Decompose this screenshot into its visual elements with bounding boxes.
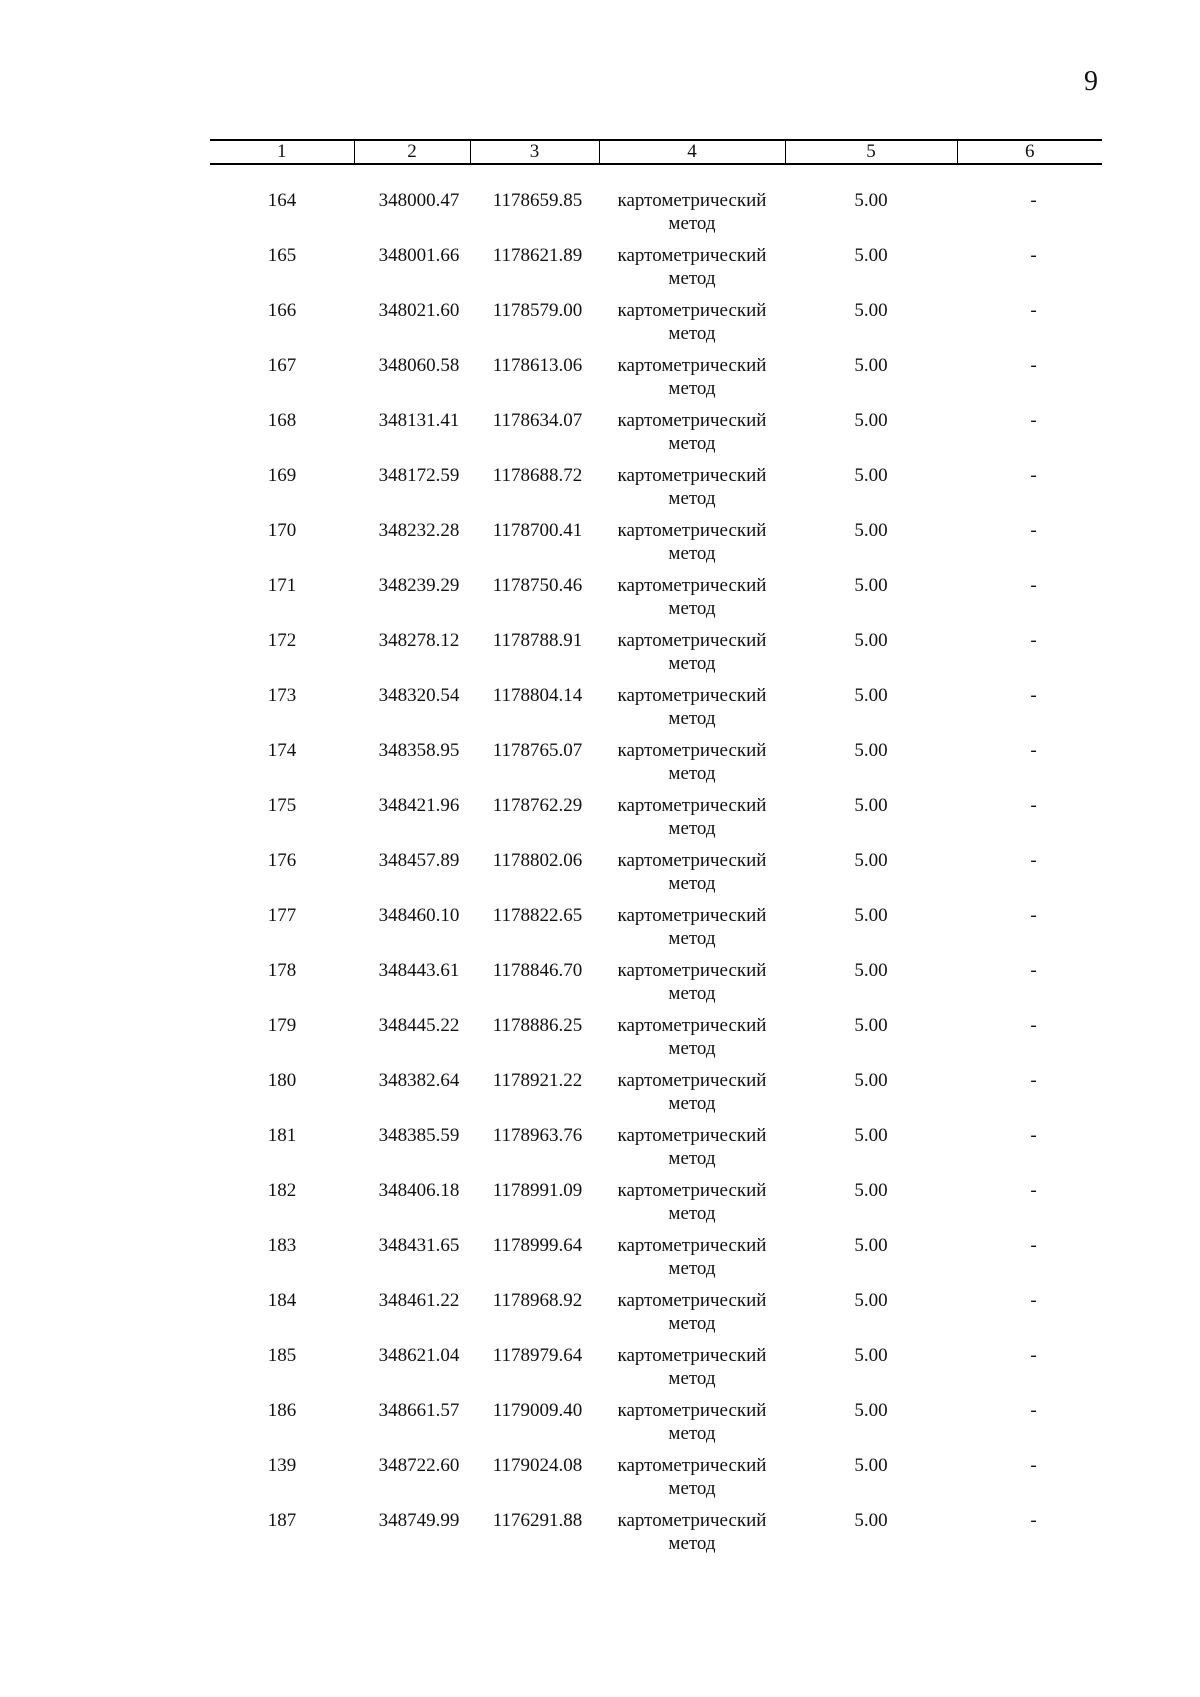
note-value: - <box>1030 1180 1037 1201</box>
accuracy-value: 5.00 <box>854 1455 888 1476</box>
method-text-line1: картометрический <box>617 1510 767 1531</box>
accuracy-value: 5.00 <box>854 960 888 981</box>
point-number: 171 <box>267 575 297 596</box>
column-header-2: 2 <box>354 140 470 164</box>
column-header-5: 5 <box>785 140 957 164</box>
method-text-line1: картометрический <box>617 1400 767 1421</box>
method-text-line2: метод <box>668 543 716 564</box>
method-text-line1: картометрический <box>617 190 767 211</box>
point-number: 181 <box>267 1125 297 1146</box>
point-number: 139 <box>267 1455 297 1476</box>
coordinate-x: 348749.99 <box>378 1510 460 1531</box>
coordinate-x: 348172.59 <box>378 465 460 486</box>
accuracy-value: 5.00 <box>854 630 888 651</box>
method-cell <box>599 684 785 739</box>
method-text-line2: метод <box>668 1258 716 1279</box>
table-row <box>210 244 1102 299</box>
coordinate-y: 1178659.85 <box>492 190 583 211</box>
coordinate-y: 1178846.70 <box>492 960 583 981</box>
accuracy-value: 5.00 <box>854 740 888 761</box>
coordinate-y: 1178804.14 <box>492 685 583 706</box>
method-text-line2: метод <box>668 1148 716 1169</box>
page-number: 9 <box>1084 66 1098 97</box>
accuracy-value: 5.00 <box>854 1070 888 1091</box>
accuracy-value: 5.00 <box>854 1125 888 1146</box>
table-row <box>210 519 1102 574</box>
method-text-line2: метод <box>668 1478 716 1499</box>
note-value: - <box>1030 575 1037 596</box>
note-value: - <box>1030 355 1037 376</box>
coordinate-x: 348021.60 <box>378 300 460 321</box>
method-text-line1: картометрический <box>617 1345 767 1366</box>
point-number: 169 <box>267 465 297 486</box>
method-cell <box>599 1069 785 1124</box>
table-row <box>210 1454 1102 1509</box>
point-number: 186 <box>267 1400 297 1421</box>
note-value: - <box>1030 465 1037 486</box>
method-text-line1: картометрический <box>617 355 767 376</box>
method-text-line2: метод <box>668 708 716 729</box>
accuracy-value: 5.00 <box>854 190 888 211</box>
table-row <box>210 1124 1102 1179</box>
table-row <box>210 1509 1102 1564</box>
accuracy-value: 5.00 <box>854 1235 888 1256</box>
coordinates-table <box>210 139 1102 1564</box>
method-cell <box>599 794 785 849</box>
coordinate-y: 1178765.07 <box>492 740 583 761</box>
accuracy-value: 5.00 <box>854 1015 888 1036</box>
method-text-line1: картометрический <box>617 850 767 871</box>
coordinate-x: 348278.12 <box>378 630 460 651</box>
method-text-line2: метод <box>668 818 716 839</box>
note-value: - <box>1030 795 1037 816</box>
coordinate-y: 1178999.64 <box>492 1235 583 1256</box>
method-text-line1: картометрический <box>617 1235 767 1256</box>
method-text-line1: картометрический <box>617 960 767 981</box>
coordinate-x: 348382.64 <box>378 1070 460 1091</box>
method-cell <box>599 1509 785 1564</box>
method-cell <box>599 1234 785 1289</box>
method-text-line2: метод <box>668 1423 716 1444</box>
table-row <box>210 1069 1102 1124</box>
coordinate-x: 348001.66 <box>378 245 460 266</box>
point-number: 170 <box>267 520 297 541</box>
accuracy-value: 5.00 <box>854 850 888 871</box>
coordinate-y: 1178613.06 <box>492 355 583 376</box>
coordinate-x: 348320.54 <box>378 685 460 706</box>
note-value: - <box>1030 685 1037 706</box>
point-number: 172 <box>267 630 297 651</box>
coordinate-x: 348457.89 <box>378 850 460 871</box>
method-text-line1: картометрический <box>617 685 767 706</box>
table-body <box>210 164 1102 1564</box>
accuracy-value: 5.00 <box>854 905 888 926</box>
table-row <box>210 409 1102 464</box>
coordinate-y: 1178968.92 <box>492 1290 583 1311</box>
table-row <box>210 299 1102 354</box>
note-value: - <box>1030 1125 1037 1146</box>
coordinate-y: 1176291.88 <box>492 1510 583 1531</box>
method-text-line1: картометрический <box>617 630 767 651</box>
method-text-line2: метод <box>668 598 716 619</box>
table-row <box>210 794 1102 849</box>
point-number: 164 <box>267 190 297 211</box>
method-cell <box>599 409 785 464</box>
note-value: - <box>1030 1345 1037 1366</box>
coordinate-x: 348421.96 <box>378 795 460 816</box>
coordinate-y: 1178700.41 <box>492 520 583 541</box>
method-text-line1: картометрический <box>617 300 767 321</box>
coordinate-y: 1178886.25 <box>492 1015 583 1036</box>
point-number: 179 <box>267 1015 297 1036</box>
method-text-line1: картометрический <box>617 1070 767 1091</box>
coordinate-x: 348358.95 <box>378 740 460 761</box>
method-text-line2: метод <box>668 323 716 344</box>
method-cell <box>599 904 785 959</box>
coordinate-x: 348385.59 <box>378 1125 460 1146</box>
coordinate-x: 348406.18 <box>378 1180 460 1201</box>
method-text-line1: картометрический <box>617 740 767 761</box>
method-text-line1: картометрический <box>617 410 767 431</box>
header-row <box>210 140 1102 164</box>
table-row <box>210 1344 1102 1399</box>
coordinate-x: 348060.58 <box>378 355 460 376</box>
method-text-line1: картометрический <box>617 905 767 926</box>
coordinate-x: 348621.04 <box>378 1345 460 1366</box>
note-value: - <box>1030 1455 1037 1476</box>
coordinate-y: 1178979.64 <box>492 1345 583 1366</box>
method-cell <box>599 1179 785 1234</box>
point-number: 183 <box>267 1235 297 1256</box>
coordinate-x: 348232.28 <box>378 520 460 541</box>
method-text-line2: метод <box>668 1368 716 1389</box>
note-value: - <box>1030 300 1037 321</box>
coordinate-y: 1178579.00 <box>492 300 583 321</box>
method-text-line1: картометрический <box>617 520 767 541</box>
point-number: 187 <box>267 1510 297 1531</box>
note-value: - <box>1030 190 1037 211</box>
coordinate-y: 1178750.46 <box>492 575 583 596</box>
method-cell <box>599 1344 785 1399</box>
coordinate-x: 348661.57 <box>378 1400 460 1421</box>
coordinate-x: 348443.61 <box>378 960 460 981</box>
coordinate-y: 1178762.29 <box>492 795 583 816</box>
accuracy-value: 5.00 <box>854 685 888 706</box>
table-row <box>210 904 1102 959</box>
method-text-line2: метод <box>668 378 716 399</box>
point-number: 184 <box>267 1290 297 1311</box>
coordinate-y: 1178634.07 <box>492 410 583 431</box>
table-row <box>210 1399 1102 1454</box>
accuracy-value: 5.00 <box>854 1290 888 1311</box>
coordinate-x: 348431.65 <box>378 1235 460 1256</box>
note-value: - <box>1030 850 1037 871</box>
method-cell <box>599 1014 785 1069</box>
coordinate-y: 1178963.76 <box>492 1125 583 1146</box>
coordinate-x: 348460.10 <box>378 905 460 926</box>
column-header-4: 4 <box>599 140 785 164</box>
table-row <box>210 684 1102 739</box>
method-text-line2: метод <box>668 653 716 674</box>
coordinate-y: 1178621.89 <box>492 245 583 266</box>
point-number: 165 <box>267 245 297 266</box>
method-text-line2: метод <box>668 213 716 234</box>
method-text-line1: картометрический <box>617 1015 767 1036</box>
table-row <box>210 739 1102 794</box>
note-value: - <box>1030 905 1037 926</box>
point-number: 174 <box>267 740 297 761</box>
coordinate-y: 1178688.72 <box>492 465 583 486</box>
point-number: 180 <box>267 1070 297 1091</box>
coordinate-y: 1178802.06 <box>492 850 583 871</box>
method-text-line1: картометрический <box>617 245 767 266</box>
method-cell <box>599 629 785 684</box>
method-text-line1: картометрический <box>617 795 767 816</box>
table-row <box>210 1234 1102 1289</box>
method-text-line2: метод <box>668 1313 716 1334</box>
point-number: 176 <box>267 850 297 871</box>
method-text-line2: метод <box>668 1093 716 1114</box>
method-text-line2: метод <box>668 488 716 509</box>
method-text-line1: картометрический <box>617 1125 767 1146</box>
column-header-1: 1 <box>210 140 354 164</box>
point-number: 177 <box>267 905 297 926</box>
table-row <box>210 574 1102 629</box>
coordinate-x: 348445.22 <box>378 1015 460 1036</box>
method-text-line1: картометрический <box>617 1290 767 1311</box>
accuracy-value: 5.00 <box>854 1510 888 1531</box>
point-number: 185 <box>267 1345 297 1366</box>
coordinate-y: 1179024.08 <box>492 1455 583 1476</box>
note-value: - <box>1030 1290 1037 1311</box>
table-row <box>210 1014 1102 1069</box>
method-text-line1: картометрический <box>617 465 767 486</box>
method-cell <box>599 1454 785 1509</box>
accuracy-value: 5.00 <box>854 245 888 266</box>
point-number: 173 <box>267 685 297 706</box>
coordinate-y: 1179009.40 <box>492 1400 583 1421</box>
note-value: - <box>1030 740 1037 761</box>
method-text-line2: метод <box>668 763 716 784</box>
point-number: 178 <box>267 960 297 981</box>
table-row <box>210 849 1102 904</box>
column-header-6: 6 <box>957 140 1102 164</box>
method-text-line2: метод <box>668 1533 716 1554</box>
accuracy-value: 5.00 <box>854 1345 888 1366</box>
accuracy-value: 5.00 <box>854 795 888 816</box>
method-cell <box>599 959 785 1014</box>
table-row <box>210 629 1102 684</box>
method-text-line2: метод <box>668 1038 716 1059</box>
table-row <box>210 464 1102 519</box>
point-number: 166 <box>267 300 297 321</box>
table-header <box>210 140 1102 164</box>
accuracy-value: 5.00 <box>854 300 888 321</box>
note-value: - <box>1030 520 1037 541</box>
method-cell <box>599 849 785 904</box>
note-value: - <box>1030 960 1037 981</box>
method-text-line1: картометрический <box>617 1455 767 1476</box>
accuracy-value: 5.00 <box>854 465 888 486</box>
method-cell <box>599 1289 785 1344</box>
coordinate-y: 1178991.09 <box>492 1180 583 1201</box>
method-cell <box>599 354 785 409</box>
method-text-line2: метод <box>668 873 716 894</box>
accuracy-value: 5.00 <box>854 575 888 596</box>
coordinate-y: 1178822.65 <box>492 905 583 926</box>
point-number: 168 <box>267 410 297 431</box>
table-row <box>210 189 1102 244</box>
note-value: - <box>1030 1235 1037 1256</box>
table-spacer <box>210 164 1102 189</box>
point-number: 182 <box>267 1180 297 1201</box>
table-row <box>210 354 1102 409</box>
accuracy-value: 5.00 <box>854 1400 888 1421</box>
note-value: - <box>1030 1070 1037 1091</box>
note-value: - <box>1030 630 1037 651</box>
method-text-line2: метод <box>668 433 716 454</box>
method-text-line1: картометрический <box>617 1180 767 1201</box>
method-text-line2: метод <box>668 983 716 1004</box>
accuracy-value: 5.00 <box>854 1180 888 1201</box>
method-cell <box>599 299 785 354</box>
coordinate-x: 348239.29 <box>378 575 460 596</box>
note-value: - <box>1030 245 1037 266</box>
note-value: - <box>1030 410 1037 431</box>
method-cell <box>599 1124 785 1179</box>
method-cell <box>599 574 785 629</box>
note-value: - <box>1030 1510 1037 1531</box>
coordinate-x: 348000.47 <box>378 190 460 211</box>
coordinate-y: 1178788.91 <box>492 630 583 651</box>
note-value: - <box>1030 1400 1037 1421</box>
table-row <box>210 959 1102 1014</box>
method-text-line1: картометрический <box>617 575 767 596</box>
method-cell <box>599 189 785 244</box>
method-cell <box>599 464 785 519</box>
note-value: - <box>1030 1015 1037 1036</box>
method-text-line2: метод <box>668 928 716 949</box>
method-cell <box>599 739 785 794</box>
coordinate-x: 348722.60 <box>378 1455 460 1476</box>
table-row <box>210 1179 1102 1234</box>
method-text-line2: метод <box>668 1203 716 1224</box>
method-cell <box>599 244 785 299</box>
accuracy-value: 5.00 <box>854 410 888 431</box>
coordinate-y: 1178921.22 <box>492 1070 583 1091</box>
column-header-3: 3 <box>470 140 599 164</box>
point-number: 175 <box>267 795 297 816</box>
method-cell <box>599 1399 785 1454</box>
coordinate-x: 348131.41 <box>378 410 460 431</box>
point-number: 167 <box>267 355 297 376</box>
accuracy-value: 5.00 <box>854 520 888 541</box>
accuracy-value: 5.00 <box>854 355 888 376</box>
coordinate-x: 348461.22 <box>378 1290 460 1311</box>
method-text-line2: метод <box>668 268 716 289</box>
method-cell <box>599 519 785 574</box>
table-row <box>210 1289 1102 1344</box>
